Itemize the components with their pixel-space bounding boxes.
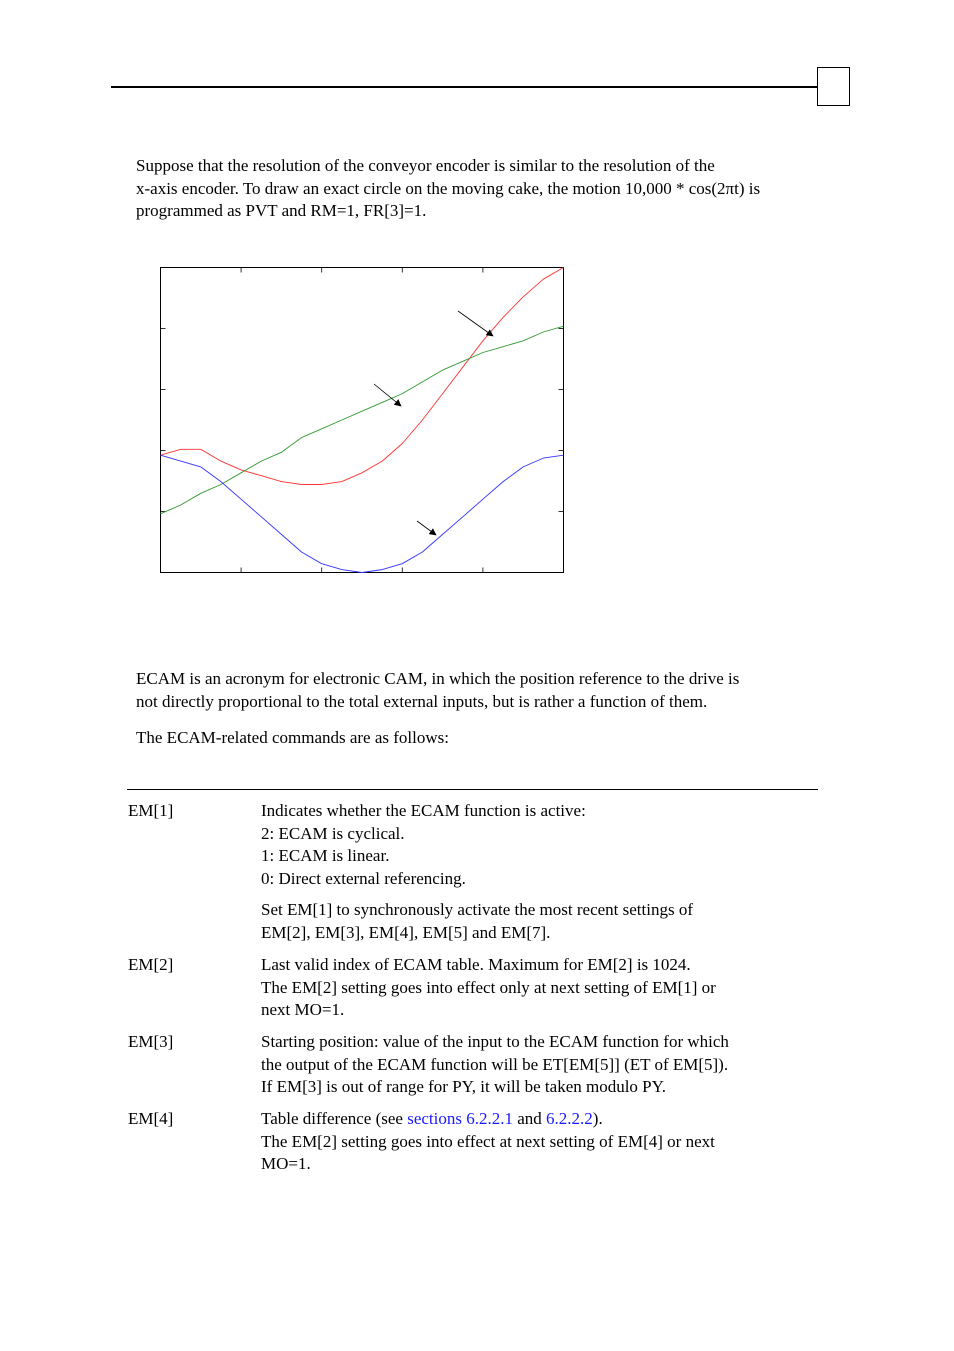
sections-6-2-2-1-link[interactable]: sections 6.2.2.1 — [407, 1109, 513, 1128]
table-top-rule — [127, 789, 818, 790]
ecam-line-2: not directly proportional to the total external inputs, but is rather a function of them. — [136, 691, 708, 711]
commands-intro: The ECAM-related commands are as follows: — [136, 728, 449, 747]
plot-frame — [161, 268, 564, 573]
cmd-em2-desc: Last valid index of ECAM table. Maximum for EM[2] is 1024. The EM[2] setting goes into effect only at next setting of EM[1] or next MO=1. — [261, 955, 716, 1019]
cmd-em4-name: EM[4] — [128, 1109, 174, 1128]
cmd-em2-name: EM[2] — [128, 955, 174, 974]
ecam-paragraph — [136, 668, 826, 713]
section-6-2-2-2-link[interactable]: 6.2.2.2 — [546, 1109, 593, 1128]
cmd-em1-name: EM[1] — [128, 801, 174, 820]
ecam-line-1: ECAM is an acronym for electronic CAM, in which the position reference to the drive is — [136, 669, 740, 688]
intro-line-3: programmed as PVT and RM=1, FR[3]=1. — [136, 201, 427, 220]
page-number-box — [817, 67, 850, 106]
cmd-em3-name: EM[3] — [128, 1032, 174, 1051]
cmd-em4-desc: Table difference (see sections 6.2.2.1 and 6.2.2.2). The EM[2] setting goes into effect at next setting of EM[4] or next MO=1. — [261, 1109, 715, 1173]
motion-chart — [155, 262, 569, 580]
cmd-em1-desc-2: Set EM[1] to synchronously activate the most recent settings of EM[2], EM[3], EM[4], EM[5] and EM[7]. — [261, 900, 693, 942]
intro-line-1: Suppose that the resolution of the conveyor encoder is similar to the resolution of the — [136, 156, 715, 175]
header-rule — [111, 86, 819, 88]
cmd-em1-desc: Indicates whether the ECAM function is active: 2: ECAM is cyclical. 1: ECAM is linear. 0: Direct external referencing. — [261, 801, 586, 888]
intro-line-2: x-axis encoder. To draw an exact circle on the moving cake, the motion 10,000 * cos(2πt) is — [136, 178, 761, 198]
intro-paragraph — [136, 155, 826, 223]
cmd-em3-desc: Starting position: value of the input to the ECAM function for which the output of the ECAM function will be ET[EM[5]] (ET of EM[5]). If EM[3] is out of range for PY, it will be taken modulo PY. — [261, 1032, 729, 1096]
